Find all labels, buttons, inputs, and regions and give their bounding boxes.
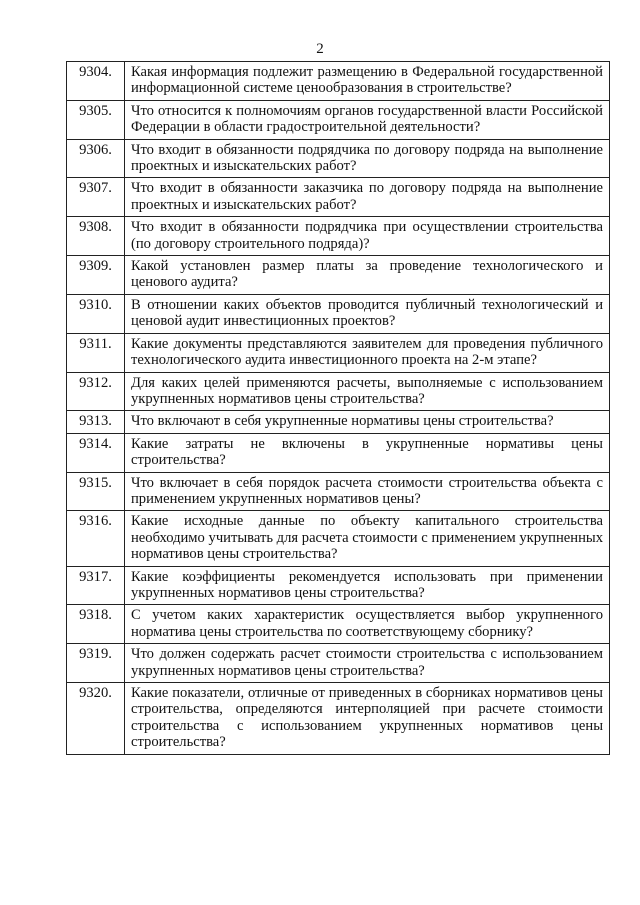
question-row	[67, 683, 610, 755]
questions-table	[66, 61, 610, 755]
question-number: 9313.	[67, 411, 125, 433]
question-text: Что включает в себя порядок расчета стоимости строительства объекта с применением укрупненных нормативов цены?	[125, 472, 610, 511]
question-row	[67, 433, 610, 472]
question-text: Что входит в обязанности подрядчика при осуществлении строительства (по договору строительного подряда)?	[125, 217, 610, 256]
question-text: Какая информация подлежит размещению в Федеральной государственной информационной системе ценообразования в строительстве?	[125, 62, 610, 101]
question-row	[67, 100, 610, 139]
question-number: 9318.	[67, 605, 125, 644]
question-text: Какой установлен размер платы за проведение технологического и ценового аудита?	[125, 256, 610, 295]
question-text: Какие коэффициенты рекомендуется использовать при применении укрупненных нормативов цены строительства?	[125, 566, 610, 605]
question-row	[67, 566, 610, 605]
question-number: 9304.	[67, 62, 125, 101]
question-number: 9315.	[67, 472, 125, 511]
question-number: 9317.	[67, 566, 125, 605]
question-row	[67, 511, 610, 566]
question-row	[67, 333, 610, 372]
question-text: Что включают в себя укрупненные нормативы цены строительства?	[125, 411, 610, 433]
question-number: 9310.	[67, 294, 125, 333]
question-text: Какие затраты не включены в укрупненные нормативы цены строительства?	[125, 433, 610, 472]
question-number: 9306.	[67, 139, 125, 178]
question-text: Какие исходные данные по объекту капитального строительства необходимо учитывать для расчета стоимости с применением укрупненных нормативов цены строительства?	[125, 511, 610, 566]
question-number: 9311.	[67, 333, 125, 372]
question-number: 9316.	[67, 511, 125, 566]
question-row	[67, 605, 610, 644]
question-row	[67, 178, 610, 217]
question-text: Какие документы представляются заявителем для проведения публичного технологического аудита инвестиционного проекта на 2-м этапе?	[125, 333, 610, 372]
question-row	[67, 256, 610, 295]
page-number: 2	[316, 41, 324, 57]
question-number: 9312.	[67, 372, 125, 411]
question-row	[67, 139, 610, 178]
question-text: Какие показатели, отличные от приведенных в сборниках нормативов цены строительства, определяются интерполяцией при расчете стоимости строительства с использованием укрупненных нормативов цены строительства?	[125, 683, 610, 755]
question-text: В отношении каких объектов проводится публичный технологический и ценовой аудит инвестиционных проектов?	[125, 294, 610, 333]
question-text: Что входит в обязанности подрядчика по договору подряда на выполнение проектных и изыскательских работ?	[125, 139, 610, 178]
question-text: Для каких целей применяются расчеты, выполняемые с использованием укрупненных нормативов цены строительства?	[125, 372, 610, 411]
question-number: 9308.	[67, 217, 125, 256]
question-row	[67, 472, 610, 511]
question-row	[67, 411, 610, 433]
question-row	[67, 62, 610, 101]
questions-table-body	[67, 62, 610, 755]
question-number: 9309.	[67, 256, 125, 295]
question-number: 9314.	[67, 433, 125, 472]
question-text: С учетом каких характеристик осуществляется выбор укрупненного норматива цены строительства по соответствующему сборнику?	[125, 605, 610, 644]
question-number: 9307.	[67, 178, 125, 217]
question-text: Что должен содержать расчет стоимости строительства с использованием укрупненных нормативов цены строительства?	[125, 644, 610, 683]
question-row	[67, 644, 610, 683]
question-row	[67, 217, 610, 256]
question-number: 9305.	[67, 100, 125, 139]
question-number: 9320.	[67, 683, 125, 755]
question-text: Что входит в обязанности заказчика по договору подряда на выполнение проектных и изыскательских работ?	[125, 178, 610, 217]
question-row	[67, 372, 610, 411]
question-text: Что относится к полномочиям органов государственной власти Российской Федерации в области градостроительной деятельности?	[125, 100, 610, 139]
question-number: 9319.	[67, 644, 125, 683]
question-row	[67, 294, 610, 333]
